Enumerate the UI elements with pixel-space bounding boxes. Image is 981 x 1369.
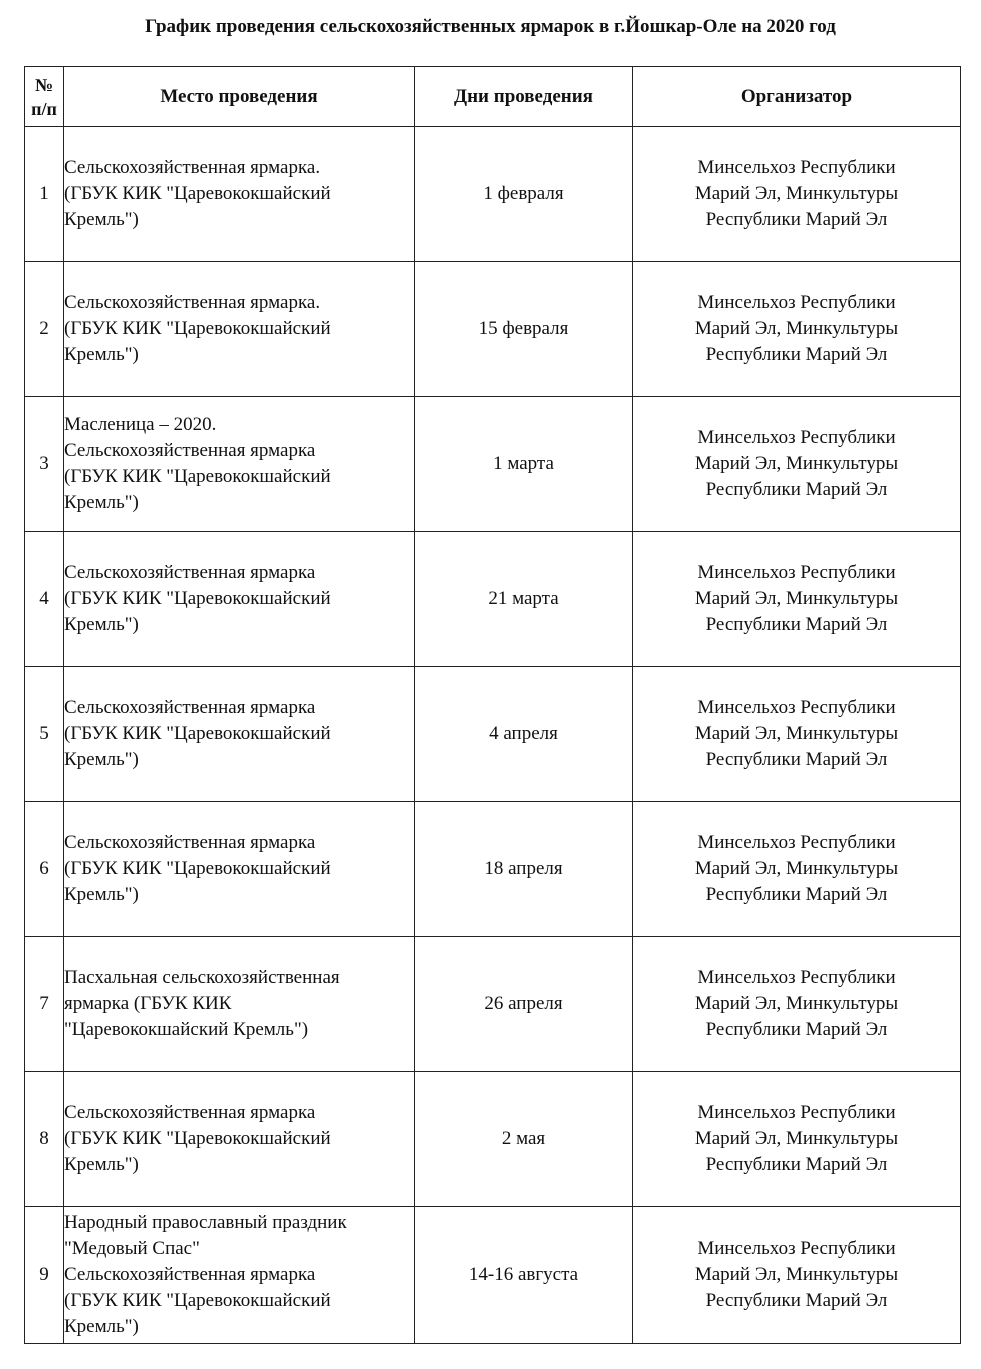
row-organizer bbox=[633, 127, 961, 262]
row-number: 2 bbox=[25, 262, 64, 397]
row-days: 21 марта bbox=[415, 532, 633, 667]
place-line: Сельскохозяйственная ярмарка bbox=[64, 832, 316, 853]
row-days: 4 апреля bbox=[415, 667, 633, 802]
organizer-line: Марий Эл, Минкультуры bbox=[694, 1264, 899, 1285]
row-organizer bbox=[633, 667, 961, 802]
place-line: Сельскохозяйственная ярмарка bbox=[64, 697, 316, 718]
organizer-line: Минсельхоз Республики bbox=[697, 1238, 896, 1259]
organizer-line: Марий Эл, Минкультуры bbox=[694, 723, 899, 744]
organizer-line: Марий Эл, Минкультуры bbox=[694, 318, 899, 339]
row-organizer bbox=[633, 397, 961, 532]
place-line: Пасхальная сельскохозяйственная bbox=[64, 967, 340, 988]
row-place bbox=[64, 667, 415, 802]
row-organizer bbox=[633, 262, 961, 397]
place-line: Сельскохозяйственная ярмарка bbox=[64, 1102, 316, 1123]
place-line: (ГБУК КИК "Царевококшайский bbox=[64, 858, 331, 879]
organizer-line: Республики Марий Эл bbox=[705, 209, 888, 230]
row-organizer bbox=[633, 532, 961, 667]
organizer-line: Республики Марий Эл bbox=[705, 884, 888, 905]
table-body bbox=[25, 127, 961, 1344]
place-line: (ГБУК КИК "Царевококшайский bbox=[64, 183, 331, 204]
row-place bbox=[64, 397, 415, 532]
organizer-line: Марий Эл, Минкультуры bbox=[694, 1128, 899, 1149]
table-row bbox=[25, 937, 961, 1072]
place-line: "Медовый Спас" bbox=[64, 1238, 200, 1259]
place-line: Кремль") bbox=[64, 209, 139, 230]
row-number: 5 bbox=[25, 667, 64, 802]
row-number: 8 bbox=[25, 1072, 64, 1207]
organizer-line: Республики Марий Эл bbox=[705, 749, 888, 770]
table-row bbox=[25, 1207, 961, 1344]
organizer-line: Республики Марий Эл bbox=[705, 614, 888, 635]
place-line: "Царевококшайский Кремль") bbox=[64, 1019, 309, 1040]
place-line: Народный православный праздник bbox=[64, 1212, 347, 1233]
row-place bbox=[64, 1072, 415, 1207]
row-number: 6 bbox=[25, 802, 64, 937]
table-row bbox=[25, 127, 961, 262]
organizer-line: Минсельхоз Республики bbox=[697, 967, 896, 988]
organizer-line: Республики Марий Эл bbox=[705, 1154, 888, 1175]
header-number-line-1: № bbox=[34, 74, 54, 95]
place-line: (ГБУК КИК "Царевококшайский bbox=[64, 1290, 331, 1311]
organizer-line: Республики Марий Эл bbox=[705, 1290, 888, 1311]
row-number: 4 bbox=[25, 532, 64, 667]
place-line: Сельскохозяйственная ярмарка bbox=[64, 562, 316, 583]
organizer-line: Минсельхоз Республики bbox=[697, 832, 896, 853]
place-line: Кремль") bbox=[64, 749, 139, 770]
organizer-line: Минсельхоз Республики bbox=[697, 157, 896, 178]
row-place bbox=[64, 802, 415, 937]
organizer-line: Марий Эл, Минкультуры bbox=[694, 588, 899, 609]
row-organizer bbox=[633, 937, 961, 1072]
place-line: Кремль") bbox=[64, 344, 139, 365]
header-organizer: Организатор bbox=[633, 67, 961, 127]
header-place: Место проведения bbox=[64, 67, 415, 127]
organizer-line: Республики Марий Эл bbox=[705, 344, 888, 365]
row-place bbox=[64, 127, 415, 262]
place-line: (ГБУК КИК "Царевококшайский bbox=[64, 723, 331, 744]
organizer-line: Минсельхоз Республики bbox=[697, 697, 896, 718]
row-days: 15 февраля bbox=[415, 262, 633, 397]
organizer-line: Минсельхоз Республики bbox=[697, 292, 896, 313]
place-line: Кремль") bbox=[64, 884, 139, 905]
place-line: Масленица – 2020. bbox=[64, 414, 217, 435]
table-row bbox=[25, 532, 961, 667]
row-place bbox=[64, 532, 415, 667]
table-row bbox=[25, 1072, 961, 1207]
place-line: Кремль") bbox=[64, 614, 139, 635]
row-place bbox=[64, 1207, 415, 1344]
row-days: 18 апреля bbox=[415, 802, 633, 937]
organizer-line: Марий Эл, Минкультуры bbox=[694, 858, 899, 879]
place-line: Сельскохозяйственная ярмарка. bbox=[64, 292, 321, 313]
row-place bbox=[64, 937, 415, 1072]
organizer-line: Марий Эл, Минкультуры bbox=[694, 183, 899, 204]
place-line: ярмарка (ГБУК КИК bbox=[64, 993, 232, 1014]
row-number: 9 bbox=[25, 1207, 64, 1344]
table-row bbox=[25, 397, 961, 532]
place-line: Сельскохозяйственная ярмарка bbox=[64, 440, 316, 461]
row-number: 1 bbox=[25, 127, 64, 262]
row-days: 26 апреля bbox=[415, 937, 633, 1072]
row-organizer bbox=[633, 802, 961, 937]
table-row bbox=[25, 802, 961, 937]
place-line: Сельскохозяйственная ярмарка bbox=[64, 1264, 316, 1285]
place-line: (ГБУК КИК "Царевококшайский bbox=[64, 1128, 331, 1149]
organizer-line: Марий Эл, Минкультуры bbox=[694, 453, 899, 474]
document-title: График проведения сельскохозяйственных ярмарок в г.Йошкар-Оле на 2020 год bbox=[145, 16, 836, 37]
place-line: Кремль") bbox=[64, 492, 139, 513]
row-number: 7 bbox=[25, 937, 64, 1072]
table-row bbox=[25, 667, 961, 802]
organizer-line: Марий Эл, Минкультуры bbox=[694, 993, 899, 1014]
header-number bbox=[25, 67, 64, 127]
row-number: 3 bbox=[25, 397, 64, 532]
row-days: 14-16 августа bbox=[415, 1207, 633, 1344]
organizer-line: Республики Марий Эл bbox=[705, 1019, 888, 1040]
place-line: Кремль") bbox=[64, 1316, 139, 1337]
table-row bbox=[25, 262, 961, 397]
place-line: (ГБУК КИК "Царевококшайский bbox=[64, 318, 331, 339]
organizer-line: Минсельхоз Республики bbox=[697, 1102, 896, 1123]
place-line: Кремль") bbox=[64, 1154, 139, 1175]
table-header-row bbox=[25, 67, 961, 127]
place-line: (ГБУК КИК "Царевококшайский bbox=[64, 588, 331, 609]
fair-schedule-table bbox=[24, 66, 961, 1344]
header-days: Дни проведения bbox=[415, 67, 633, 127]
row-days: 1 марта bbox=[415, 397, 633, 532]
place-line: (ГБУК КИК "Царевококшайский bbox=[64, 466, 331, 487]
row-days: 1 февраля bbox=[415, 127, 633, 262]
header-number-line-2: п/п bbox=[31, 98, 57, 119]
row-place bbox=[64, 262, 415, 397]
row-organizer bbox=[633, 1072, 961, 1207]
row-days: 2 мая bbox=[415, 1072, 633, 1207]
place-line: Сельскохозяйственная ярмарка. bbox=[64, 157, 321, 178]
organizer-line: Минсельхоз Республики bbox=[697, 562, 896, 583]
organizer-line: Республики Марий Эл bbox=[705, 479, 888, 500]
organizer-line: Минсельхоз Республики bbox=[697, 427, 896, 448]
row-organizer bbox=[633, 1207, 961, 1344]
